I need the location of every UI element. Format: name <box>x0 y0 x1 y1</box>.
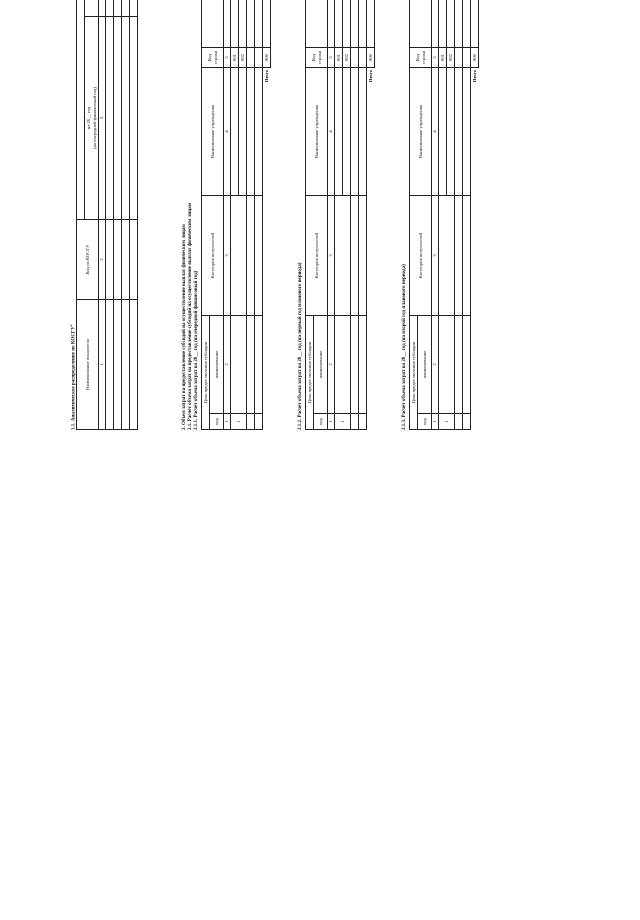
header-institution: Наименование учреждения <box>202 68 224 196</box>
header-quantity <box>410 0 432 48</box>
header-institution: Наименование учреждения <box>410 68 432 196</box>
header-row-code: Код строки <box>410 48 432 68</box>
colnum: 3 <box>432 196 439 316</box>
header-quantity <box>306 0 328 48</box>
kosgu-table <box>76 0 138 430</box>
header-naim: наименование <box>418 316 432 414</box>
row-code-001: 001 <box>439 48 447 68</box>
colnum: 1 <box>224 414 231 430</box>
colnum: 5 <box>432 48 439 68</box>
header-code: код <box>418 414 432 430</box>
colnum: 2 <box>432 316 439 414</box>
header-category: Категория получателей <box>202 196 224 316</box>
row-code-001: 001 <box>335 48 343 68</box>
colnum: 5 <box>224 48 231 68</box>
row-code-002: 002 <box>239 48 247 68</box>
row-code-002: 002 <box>343 48 351 68</box>
colnum: 2 <box>328 316 335 414</box>
colnum: 2 <box>224 316 231 414</box>
colnum: 3 <box>328 196 335 316</box>
colnum: 4 <box>328 68 335 196</box>
total-label: Итого <box>368 70 374 83</box>
header-name: Наименование показателя <box>77 300 99 430</box>
colnum <box>99 0 106 17</box>
header-goal: Цель предоставления субсидии <box>410 316 418 430</box>
section-2-1-title: 2.1. Расчет объема затрат на предоставление субсидий на осуществление выплат физическим лицам <box>188 202 193 430</box>
colnum: 1 <box>432 414 439 430</box>
colnum <box>224 0 231 48</box>
colnum: 2 <box>99 220 106 300</box>
header-sum <box>77 0 85 220</box>
goal-code-cell: 1 <box>335 414 351 430</box>
goal-code-cell: 1 <box>231 414 247 430</box>
colnum: 4 <box>224 68 231 196</box>
header-goal: Цель предоставления субсидии <box>202 316 210 430</box>
colnum: 1 <box>328 414 335 430</box>
header-year-2-note <box>92 0 99 17</box>
goal-code-cell: 1 <box>439 414 455 430</box>
total-label: Итого <box>264 70 270 83</box>
header-quantity <box>202 0 224 48</box>
header-kosgu: Код по КОСГУ <box>77 220 99 300</box>
total-code: 900 <box>367 48 375 68</box>
header-year-1-note: (на очередной финансовый год) <box>92 17 99 220</box>
section-2-1-3-title: 2.1.3. Расчет объема затрат на 20__ год (на второй год планового периода) <box>402 264 407 430</box>
calc-table-2-1-1 <box>201 0 271 430</box>
header-code: код <box>314 414 328 430</box>
header-naim: наименование <box>314 316 328 414</box>
header-institution: Наименование учреждения <box>306 68 328 196</box>
header-goal: Цель предоставления субсидии <box>306 316 314 430</box>
total-code: 900 <box>263 48 271 68</box>
header-row-code: Код строки <box>202 48 224 68</box>
total-label: Итого <box>472 70 478 83</box>
section-2-title: 2. Объем затрат на предоставление субсидий на осуществление выплат физическим лицам <box>182 224 187 430</box>
row-code-001: 001 <box>231 48 239 68</box>
section-1-1-title: 1.1. Аналитическое распределение по КОСГУ$^2$ <box>69 324 77 430</box>
header-category: Категория получателей <box>410 196 432 316</box>
header-row-code: Код строки <box>306 48 328 68</box>
section-2-1-2-title: 2.1.2. Расчет объема затрат на 20__ год (на первый год планового периода) <box>298 262 303 430</box>
header-year-1: на 20__ год <box>85 17 92 220</box>
header-naim: наименование <box>210 316 224 414</box>
colnum <box>328 0 335 48</box>
header-year-2 <box>85 0 92 17</box>
total-code: 900 <box>471 48 479 68</box>
colnum: 1 <box>99 300 106 430</box>
colnum: 3 <box>224 196 231 316</box>
colnum <box>432 0 439 48</box>
colnum: 3 <box>99 17 106 220</box>
colnum: 5 <box>328 48 335 68</box>
calc-table-2-1-3 <box>409 0 479 430</box>
header-code: код <box>210 414 224 430</box>
section-2-1-1-title: 2.1.1. Расчет объема затрат на 20__ год (на очередной финансовый год) <box>194 270 199 430</box>
colnum: 4 <box>432 68 439 196</box>
calc-table-2-1-2 <box>305 0 375 430</box>
row-code-002: 002 <box>447 48 455 68</box>
rotated-form-sheet <box>40 0 600 460</box>
header-category: Категория получателей <box>306 196 328 316</box>
